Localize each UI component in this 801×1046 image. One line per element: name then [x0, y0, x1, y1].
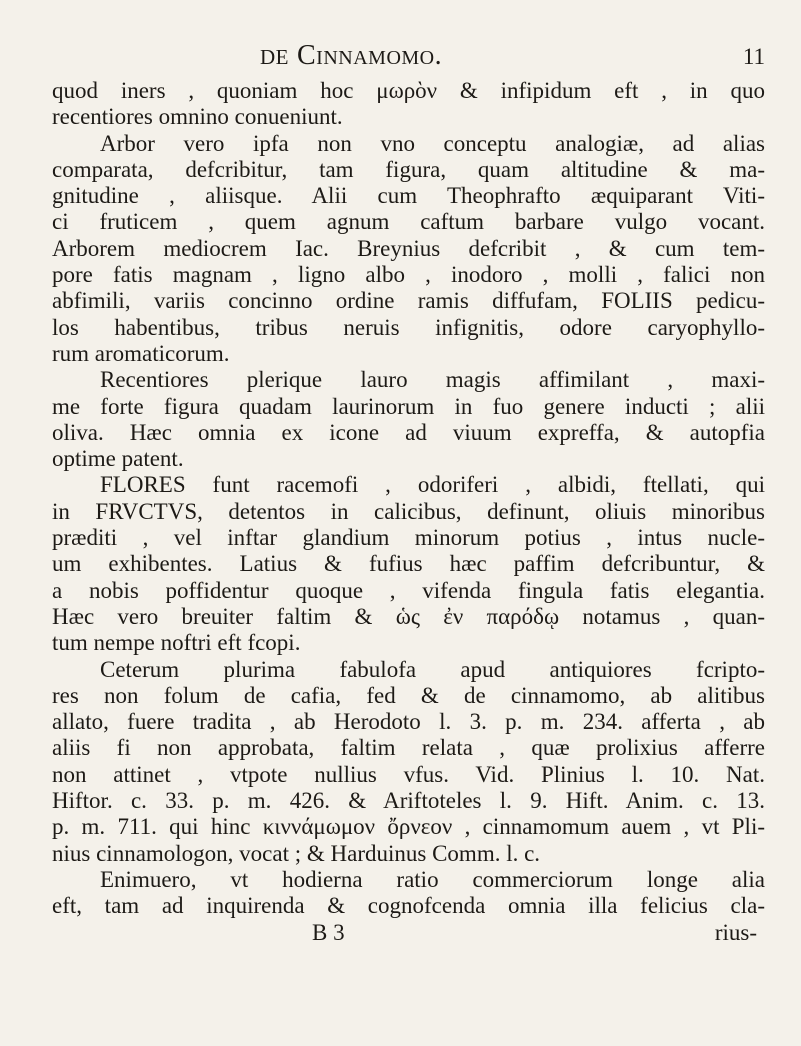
text-line: rum aromaticorum. — [52, 340, 230, 366]
text-line: Hæc vero breuiter faltim & ὡς ἐν παρόδῳ notamus , quan- — [52, 603, 765, 629]
text-line: præditi , vel inftar glandium minorum potius , intus nucle- — [52, 525, 765, 551]
text-line: aliis fi non approbata, faltim relata , quæ prolixius afferre — [52, 735, 765, 761]
text-line: oliva. Hæc omnia ex icone ad viuum expreffa, & autopfia — [52, 419, 765, 445]
running-head-title: Cinnamomo. — [297, 40, 443, 71]
signature-mark: B 3 — [312, 919, 345, 945]
text-line: um exhibentes. Latius & fufius hæc paffim defcribuntur, & — [52, 551, 765, 577]
text-line: Hiftor. c. 33. p. m. 426. & Ariftoteles l. 9. Hift. Anim. c. 13. — [52, 788, 765, 814]
running-head — [260, 40, 442, 72]
text-line: p. m. 711. qui hinc κιννάμωμον ὄρνεον , cinnamomum auem , vt Pli- — [52, 814, 765, 840]
text-line: abfimili, variis concinno ordine ramis diffufam, FOLIIS pedicu- — [52, 288, 765, 314]
text-line: los habentibus, tribus neruis infignitis, odore caryophyllo- — [52, 314, 765, 340]
text-line: in FRVCTVS, detentos in calicibus, definunt, oliuis minoribus — [52, 498, 765, 524]
text-line: tum nempe noftri eft fcopi. — [52, 630, 301, 656]
text-line: optime patent. — [52, 446, 184, 472]
catchword: rius- — [714, 919, 757, 945]
text-line: Arborem mediocrem Iac. Breynius defcribit , & cum tem- — [52, 235, 765, 261]
text-line: res non folum de cafia, fed & de cinnamomo, ab alitibus — [52, 682, 765, 708]
text-line: nius cinnamologon, vocat ; & Harduinus Comm. l. c. — [52, 840, 541, 866]
text-line: Recentiores plerique lauro magis affimilant , maxi- — [100, 367, 765, 393]
page-footer — [52, 920, 765, 946]
text-line: non attinet , vtpote nullius vfus. Vid. Plinius l. 10. Nat. — [52, 761, 765, 787]
text-line: Arbor vero ipfa non vno conceptu analogiæ, ad alias — [100, 130, 765, 156]
page-header — [52, 40, 765, 74]
text-line: gnitudine , aliisque. Alii cum Theophrafto æquiparant Viti- — [52, 183, 765, 209]
text-line: recentiores omnino conueniunt. — [52, 104, 343, 130]
text-line: Ceterum plurima fabulofa apud antiquiores fcripto- — [100, 656, 765, 682]
page-number: 11 — [742, 44, 765, 69]
text-line: quod iners , quoniam hoc μωρὸν & infipidum eft , in quo — [52, 78, 765, 103]
text-line: me forte figura quadam laurinorum in fuo genere inducti ; alii — [52, 393, 765, 419]
text-line: a nobis poffidentur quoque , vifenda fingula fatis elegantia. — [52, 577, 765, 603]
text-line: Enimuero, vt hodierna ratio commerciorum longe alia — [100, 866, 765, 892]
text-line: allato, fuere tradita , ab Herodoto l. 3. p. m. 234. afferta , ab — [52, 709, 765, 735]
text-line: pore fatis magnam , ligno albo , inodoro , molli , falici non — [52, 262, 765, 288]
body-text — [52, 78, 765, 946]
text-line: ci fruticem , quem agnum caftum barbare vulgo vocant. — [52, 209, 765, 235]
text-line: comparata, defcribitur, tam figura, quam altitudine & ma- — [52, 156, 765, 182]
text-line: FLORES funt racemofi , odoriferi , albidi, ftellati, qui — [100, 472, 765, 498]
running-head-prefix: DE — [260, 45, 289, 69]
text-line: eft, tam ad inquirenda & cognofcenda omnia illa felicius cla- — [52, 893, 765, 919]
